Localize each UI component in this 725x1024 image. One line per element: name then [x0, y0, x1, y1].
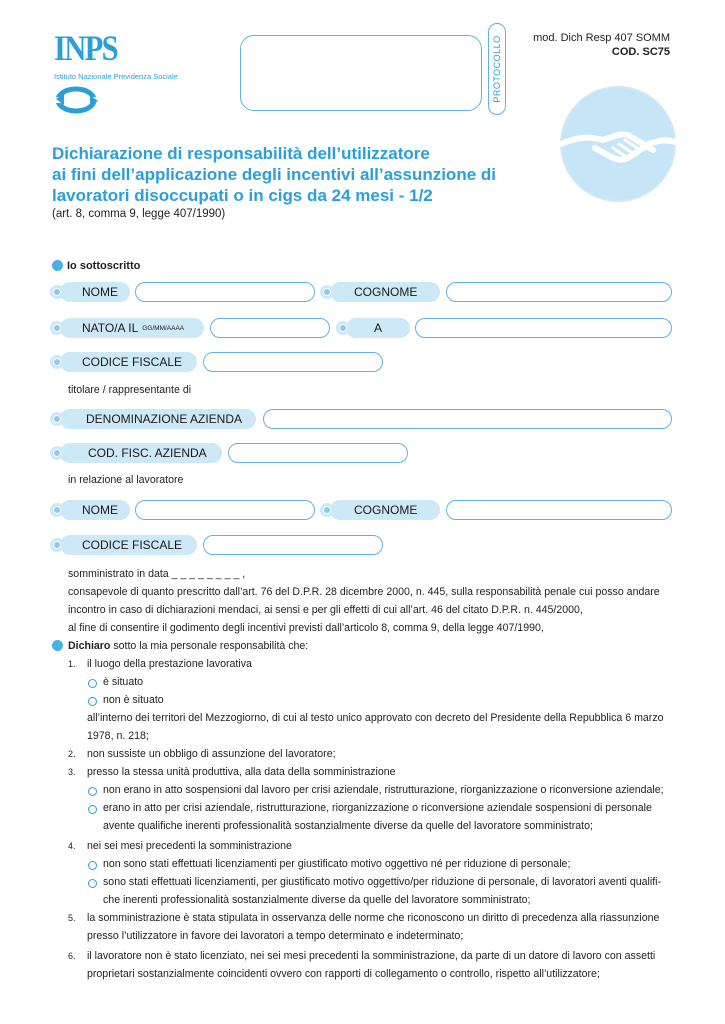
date-format: GG/MM/AAAA	[142, 324, 185, 332]
denominazione-field[interactable]	[263, 409, 672, 429]
protocol-label: PROTOCOLLO	[492, 35, 502, 103]
item-3-text: presso la stessa unità produttiva, alla data della somministrazione	[87, 766, 396, 778]
law-reference: (art. 8, comma 9, legge 407/1990)	[52, 208, 226, 220]
institute-name: Istituto Nazionale Previdenza Sociale	[54, 72, 178, 81]
radio-3b[interactable]	[88, 805, 97, 814]
title-line-3: lavoratori disoccupati o in cigs da 24 mesi - 1/2	[52, 186, 433, 205]
dichiaro-bold: Dichiaro	[68, 640, 111, 652]
section-bullet	[52, 260, 63, 271]
birth-place-field[interactable]	[415, 318, 672, 338]
model-number: mod. Dich Resp 407 SOMM	[533, 32, 670, 44]
codice-fiscale-lavoratore-field[interactable]	[203, 535, 383, 555]
consapevole-line-2: incontro in caso di dichiarazioni mendaci, ai sensi e per gli effetti di cui all’art. 46 del citato D.P.R. n. 445/2000,	[68, 604, 583, 616]
label-codice-fiscale	[60, 352, 197, 372]
inps-logo	[54, 30, 178, 122]
cod-fisc-azienda-field[interactable]	[228, 443, 408, 463]
label-nato	[60, 318, 204, 338]
logo-arrows-icon	[54, 83, 104, 117]
radio-3a[interactable]	[88, 787, 97, 796]
label-denominazione-text: DENOMINAZIONE AZIENDA	[86, 412, 243, 426]
dichiaro-bullet	[52, 640, 63, 651]
item-1-extra-1: all’interno dei territori del Mezzogiorno, di cui al testo unico approvato con decreto del Presidente della Repubblica 6 marzo	[87, 712, 664, 724]
item-6-text: il lavoratore non è stato licenziato, nei sei mesi precedenti la somministrazione, da parte di un datore di lavoro con assetti	[87, 950, 656, 962]
label-cod-fisc-azienda	[60, 443, 222, 463]
item-1-text: il luogo della prestazione lavorativa	[87, 658, 252, 670]
connector-icon	[50, 446, 64, 460]
cognome-field[interactable]	[446, 282, 672, 302]
section-signer: Io sottoscritto	[67, 260, 141, 272]
dichiaro-line	[68, 639, 308, 653]
title-line-1: Dichiarazione di responsabilità dell’utilizzatore	[52, 144, 430, 163]
dichiaro-rest: sotto la mia personale responsabilità che:	[110, 640, 309, 652]
label-cognome-lavoratore-text: COGNOME	[354, 503, 418, 517]
connector-icon	[320, 503, 334, 517]
label-cognome	[330, 282, 440, 302]
connector-icon	[320, 285, 334, 299]
item-5-number: 5.	[68, 913, 76, 923]
label-nome	[60, 282, 130, 302]
label-a-text: A	[373, 321, 382, 335]
codice-fiscale-field[interactable]	[203, 352, 383, 372]
item-3-number: 3.	[68, 767, 76, 777]
item-1-number: 1.	[68, 659, 76, 669]
label-nome-lavoratore-text: NOME	[82, 503, 118, 517]
connector-icon	[50, 412, 64, 426]
item-4-number: 4.	[68, 841, 76, 851]
item-4-text: nei sei mesi precedenti la somministrazione	[87, 840, 292, 852]
cognome-lavoratore-field[interactable]	[446, 500, 672, 520]
birth-date-field[interactable]	[210, 318, 330, 338]
option-4b-cont: che inerenti professionalità sostanzialmente diverse da quelle del lavoratore somministrato;	[103, 894, 531, 906]
option-4a: non sono stati effettuati licenziamenti per giustificato motivo oggettivo né per riduzione di personale;	[103, 858, 571, 870]
item-1-extra-2: 1978, n. 218;	[87, 730, 149, 742]
label-codice-fiscale-text: CODICE FISCALE	[82, 355, 183, 369]
label-denominazione	[60, 409, 256, 429]
connector-icon	[336, 321, 350, 335]
label-nome-lavoratore	[60, 500, 130, 520]
relazione-text: in relazione al lavoratore	[68, 474, 184, 486]
label-codice-fiscale-lavoratore	[60, 535, 197, 555]
consapevole-line-1: consapevole di quanto prescritto dall’art. 76 del D.P.R. 28 dicembre 2000, n. 445, sulla responsabilità penale cui posso andare	[68, 586, 660, 598]
somministrato-text: somministrato in data _ _ _ _ _ _ _ _ ,	[68, 568, 246, 580]
radio-4a[interactable]	[88, 861, 97, 870]
item-5-cont: presso l’utilizzatore in favore dei lavoratori a tempo determinato e indeterminato;	[87, 930, 464, 942]
connector-icon	[50, 538, 64, 552]
option-non-situato: non è situato	[103, 694, 164, 706]
nome-lavoratore-field[interactable]	[135, 500, 315, 520]
radio-e-situato[interactable]	[88, 679, 97, 688]
title-line-2: ai fini dell’applicazione degli incentivi all’assunzione di	[52, 165, 496, 184]
item-5-text: la somministrazione è stata stipulata in osservanza delle norme che riconoscono un diritto di precedenza alla riassunzione	[87, 912, 660, 924]
connector-icon	[50, 285, 64, 299]
option-3b: erano in atto per crisi aziendale, ristrutturazione, riorganizzazione o riconversione aziendale sospensioni di personale	[103, 802, 652, 814]
form-code: COD. SC75	[611, 46, 670, 58]
label-cod-fisc-azienda-text: COD. FISC. AZIENDA	[88, 446, 207, 460]
connector-icon	[50, 503, 64, 517]
label-cognome-lavoratore	[330, 500, 440, 520]
label-a	[346, 318, 410, 338]
option-e-situato: è situato	[103, 676, 144, 688]
titolare-text: titolare / rappresentante di	[68, 384, 192, 396]
handshake-icon	[553, 82, 683, 206]
item-6-number: 6.	[68, 951, 76, 961]
label-nato-text: NATO/A IL	[82, 321, 139, 335]
label-cognome-text: COGNOME	[354, 285, 418, 299]
logo-text: INPS	[54, 28, 117, 68]
option-3a: non erano in atto sospensioni dal lavoro per crisi aziendale, ristrutturazione, riorganizzazione o riconversione aziendale;	[103, 784, 664, 796]
consapevole-line-3: al fine di consentire il godimento degli incentivi previsti dall’articolo 8, comma 9, della legge 407/1990,	[68, 622, 544, 634]
protocol-box[interactable]	[240, 35, 482, 111]
option-4b: sono stati effettuati licenziamenti, per giustificato motivo oggettivo/per riduzione di personale, di lavoratori aventi qualifi-	[103, 876, 662, 888]
option-3b-cont: avente qualifiche inerenti professionalità sostanzialmente diverse da quelle del lavoratore somministrato;	[103, 820, 593, 832]
label-codice-fiscale-lavoratore-text: CODICE FISCALE	[82, 538, 183, 552]
label-nome-text: NOME	[82, 285, 118, 299]
radio-4b[interactable]	[88, 879, 97, 888]
connector-icon	[50, 355, 64, 369]
item-6-cont: proprietari sostanzialmente coincidenti ovvero con rapporti di collegamento o controllo, rispetto all’utilizzatore;	[87, 968, 600, 980]
radio-non-situato[interactable]	[88, 697, 97, 706]
item-2-number: 2.	[68, 749, 76, 759]
connector-icon	[50, 321, 64, 335]
nome-field[interactable]	[135, 282, 315, 302]
item-2-text: non sussiste un obbligo di assunzione del lavoratore;	[87, 748, 336, 760]
